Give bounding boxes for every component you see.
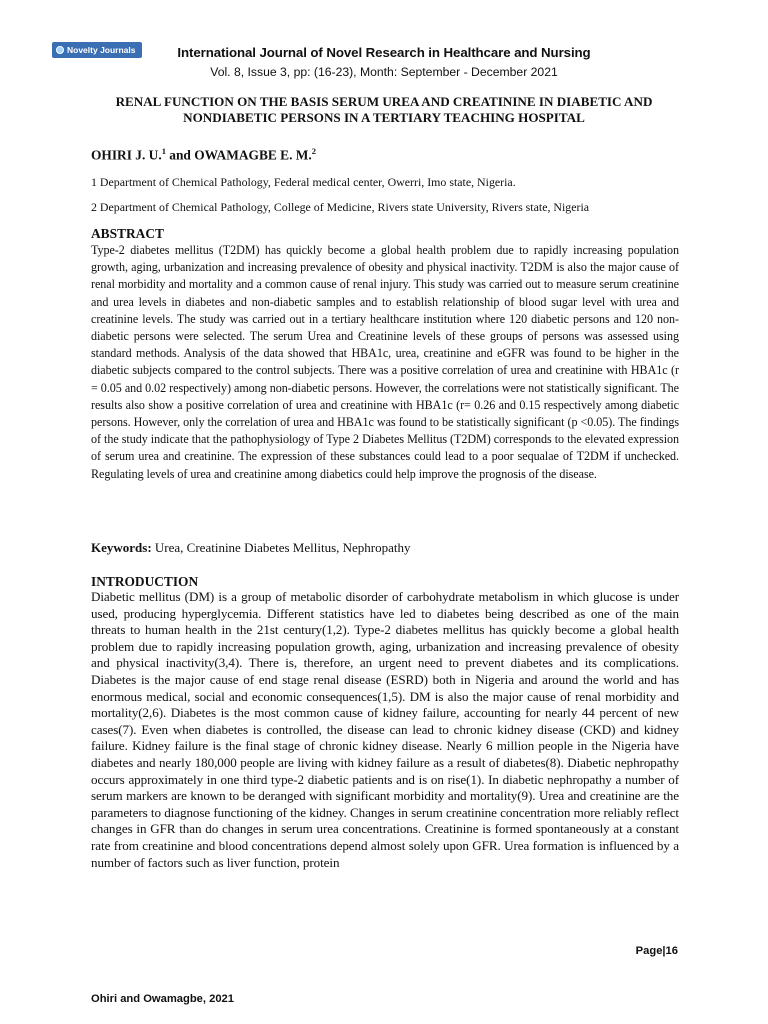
keywords-text: Urea, Creatinine Diabetes Mellitus, Nephropathy xyxy=(154,540,411,555)
abstract-text: Type-2 diabetes mellitus (T2DM) has quickly become a global health problem due to rapidly increasing population growth, aging, urbanization and increasing prevalence of obesity and physical inactivity. T2DM is also the major cause of renal morbidity and mortality and a common cause of renal injury. This study was carried out to measure serum creatinine and urea levels in diabetes and non-diabetic samples and to establish relationship of blood sugar level with urea and creatinine levels. The study was carried out in a tertiary healthcare institution where 120 diabetic persons and 120 non-diabetic persons were selected. The serum Urea and Creatinine levels of these groups of persons was assessed using standard methods. Analysis of the data showed that HBA1c, urea, creatinine and eGFR was found to be higher in the diabetic subjects compared to the control subjects. There was a positive correlation of urea and creatinine with HBA1c (r = 0.05 and 0.02 respectively) among non-diabetic persons. However, the correlations were not statistically significant. The results also show a positive correlation of urea and creatinine with HBA1c (r= 0.26 and 0.15 respectively among diabetic persons. However, only the correlation of urea and HBA1c was found to be statistically significant (p <0.05). The findings of the study indicate that the pathophysiology of Type 2 Diabetes Mellitus (T2DM) corresponds to the elevated expression of serum urea and creatinine. The expression of these substances could lead to a poor sequalae of T2DM if unchecked. Regulating levels of urea and creatinine among diabetics could help improve the prognosis of the disease. xyxy=(91,243,679,481)
author-line xyxy=(91,146,316,163)
footer-citation: Ohiri and Owamagbe, 2021 xyxy=(91,993,235,1005)
keywords xyxy=(91,540,411,556)
logo-text: Novelty Journals xyxy=(67,45,136,55)
paper-title: RENAL FUNCTION ON THE BASIS SERUM UREA AND CREATININE IN DIABETIC AND NONDIABETIC PERSONS IN A TERTIARY TEACHING HOSPITAL xyxy=(115,94,653,125)
author-2-affiliation-mark: 2 xyxy=(311,146,317,156)
abstract-heading: ABSTRACT xyxy=(91,226,164,241)
author-connector: and xyxy=(165,147,195,163)
page-number: Page|16 xyxy=(635,945,678,957)
affiliation-2: 2 Department of Chemical Pathology, College of Medicine, Rivers state University, Rivers state, Nigeria xyxy=(91,200,590,214)
introduction-heading: INTRODUCTION xyxy=(91,574,199,589)
journal-issue: Vol. 8, Issue 3, pp: (16-23), Month: September - December 2021 xyxy=(210,65,558,79)
author-2: OWAMAGBE E. M. xyxy=(194,147,312,163)
journal-name: International Journal of Novel Research in Healthcare and Nursing xyxy=(177,45,591,60)
author-1: OHIRI J. U. xyxy=(91,147,162,163)
introduction-text: Diabetic mellitus (DM) is a group of metabolic disorder of carbohydrate metabolism in which glucose is under used, producing hyperglycemia. Different statistics have led to diabetes being described as one of the main threats to human health in the 21st century(1,2). Type-2 diabetes mellitus has quickly become a global health problem due to rapidly increasing population growth, aging, urbanization and increasing prevalence of obesity and physical inactivity(3,4). There is, therefore, an urgent need to prevent diabetes and its complications. Diabetes is the major cause of end stage renal disease (ESRD) both in Nigeria and around the world and has enormous medical, social and economic consequences(1,5). DM is also the major cause of renal morbidity and mortality(2,6). Diabetes is the most common cause of kidney failure, accounting for nearly 44 percent of new cases(7). Even when diabetes is controlled, the disease can lead to chronic kidney disease (CKD) and kidney failure. Kidney failure is the final stage of chronic kidney disease. Nearly 6 million people in the Nigeria have diabetes and nearly 180,000 people are living with kidney failure as a result of diabetes(8). Diabetic nephropathy occurs approximately in one third type-2 diabetic patients and is on rise(1). In diabetic nephropathy a number of serum markers are known to be deranged with significant morbidity and mortality(9). Urea and creatinine are the parameters to diagnose functioning of the kidney. Changes in serum creatinine concentration more reliably reflect changes in GFR than do changes in serum urea concentrations. Creatinine is formed spontaneously at a constant rate from creatinine and blood concentrations depend almost solely upon GFR. Urea formation is influenced by a number of factors such as liver function, protein xyxy=(91,589,679,870)
author-1-affiliation-mark: 1 xyxy=(161,146,166,156)
keywords-label: Keywords: xyxy=(91,540,152,555)
affiliation-1: 1 Department of Chemical Pathology, Federal medical center, Owerri, Imo state, Nigeria. xyxy=(91,175,516,189)
